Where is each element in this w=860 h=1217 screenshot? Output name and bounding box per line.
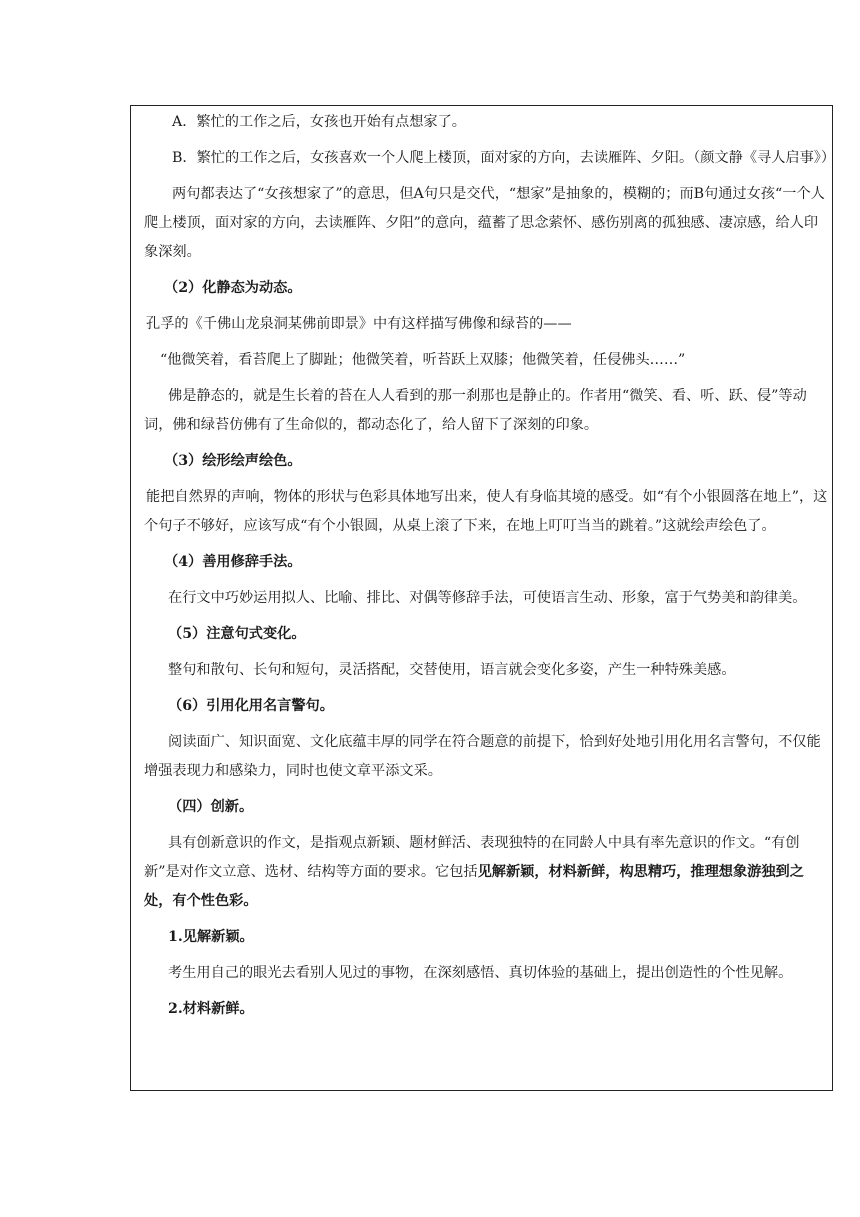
section-heading-2: （2）化静态为动态。 [164,280,302,296]
section-heading-4: （4）善用修辞手法。 [164,554,302,570]
section-heading-3: （3）绘形绘声绘色。 [164,453,302,469]
innovation-text: 具有创新意识的作文，是指观点新颖、题材鲜活、表现独特的在同龄人中具有率先意识的作文。“有创新”是对作文立意、选材、结构等方面的要求。它包括 [144,835,800,880]
poem-intro: 孔孚的《千佛山龙泉洞某佛前即景》中有这样描写佛像和绿苔的—— [146,316,572,332]
innovation-paragraph [144,829,832,916]
poem-analysis: 佛是静态的，就是生长着的苔在人人看到的那一刹那也是静止的。作者用“微笑、看、听、跃、侵”等动词，佛和绿苔仿佛有了生命似的，都动态化了，给人留下了深刻的印象。 [144,388,807,433]
document-body [144,108,836,1024]
rhetoric-paragraph: 在行文中巧妙运用拟人、比喻、排比、对偶等修辞手法，可使语言生动、形象，富于气势美和韵律美。 [168,590,807,606]
section-heading-5: （5）注意句式变化。 [168,626,306,642]
sentence-paragraph: 整句和散句、长句和短句，灵活搭配，交替使用，语言就会变化多姿，产生一种特殊美感。 [168,662,736,678]
subheading-1: 1.见解新颖。 [168,929,254,945]
analysis-paragraph: 两句都表达了“女孩想家了”的意思，但A句只是交代，“想家”是抽象的，模糊的；而B句通过女孩“一个人爬上楼顶，面对家的方向，去读雁阵、夕阳”的意向，蕴蓄了思念萦怀、感伤别离的孤独感、凄凉感，给人印象深刻。 [144,186,825,260]
insight-paragraph: 考生用自己的眼光去看别人见过的事物，在深刻感悟、真切体验的基础上，提出创造性的个性见解。 [168,965,793,981]
subheading-2: 2.材料新鲜。 [168,1001,254,1017]
quotation-paragraph: 阅读面广、知识面宽、文化底蕴丰厚的同学在符合题意的前提下，恰到好处地引用化用名言警句，不仅能增强表现力和感染力，同时也使文章平添文采。 [144,734,821,779]
option-a: A．繁忙的工作之后，女孩也开始有点想家了。 [172,114,466,130]
innovation-key-points: 见解新颖，材料新鲜，构思精巧，推理想象游独到之处，有个性色彩。 [144,864,804,909]
section-heading-innovation: （四）创新。 [168,799,254,815]
description-paragraph: 能把自然界的声响，物体的形状与色彩具体地写出来，使人有身临其境的感受。如“有个小银圆落在地上”，这个句子不够好，应该写成“有个小银圆，从桌上滚了下来，在地上叮叮当当的跳着。”这就绘声绘色了。 [144,489,828,534]
option-b: B．繁忙的工作之后，女孩喜欢一个人爬上楼顶，面对家的方向，去读雁阵、夕阳。（颜文静《寻人启事》） [172,150,836,166]
poem-quote: “他微笑着，看苔爬上了脚趾；他微笑着，听苔跃上双膝；他微笑着，任侵佛头……” [160,352,686,368]
section-heading-6: （6）引用化用名言警句。 [168,698,334,714]
